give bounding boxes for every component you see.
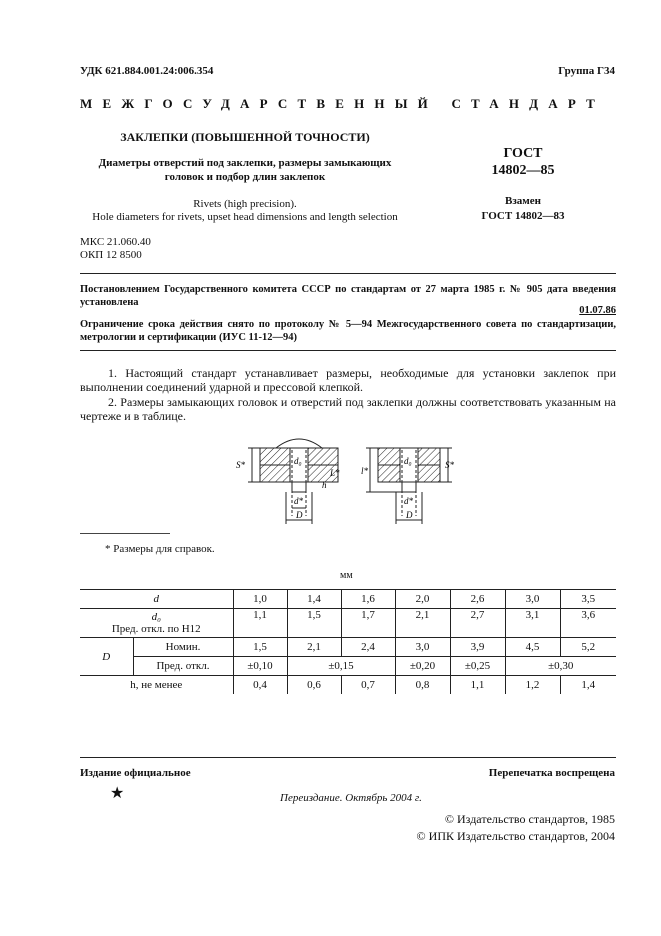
row-label-D: D	[80, 638, 133, 676]
cell-d: 1,6	[341, 590, 395, 609]
d0-tolerance-label: Пред. откл. по H12	[111, 623, 201, 635]
cell-D: 4,5	[505, 638, 560, 657]
row-label-d0	[80, 609, 233, 638]
cell-d: 3,0	[505, 590, 560, 609]
cell-h: 0,6	[287, 676, 341, 695]
reissue-note: Переиздание. Октябрь 2004 г.	[280, 792, 422, 804]
cell-h: 0,4	[233, 676, 287, 695]
rivet-drawing	[230, 428, 460, 528]
row-label-h: h, не менее	[80, 676, 233, 695]
gost-label: ГОСТ	[503, 146, 543, 161]
gost-number	[448, 145, 598, 179]
replaces-label: Взамен	[505, 195, 541, 207]
cell-tolerance: ±0,10	[233, 657, 287, 676]
english-title-line-1: Rivets (high precision).	[193, 198, 297, 210]
cell-d0: 2,7	[450, 609, 505, 638]
replaces-block	[448, 194, 598, 224]
label-h: h	[322, 480, 327, 490]
cell-d: 2,6	[450, 590, 505, 609]
english-title	[80, 198, 410, 224]
classification-codes	[80, 236, 151, 262]
units-label: мм	[340, 570, 353, 581]
label-d-right: d*	[404, 496, 413, 506]
label-l-right: l*	[361, 466, 369, 476]
cell-D: 1,5	[233, 638, 287, 657]
introduction-date: 01.07.86	[579, 305, 616, 316]
cell-D: 2,4	[341, 638, 395, 657]
cell-tolerance: ±0,20	[395, 657, 450, 676]
udk-code: УДК 621.884.001.24:006.354	[80, 65, 214, 77]
copyright-2004: © ИПК Издательство стандартов, 2004	[416, 829, 615, 843]
label-L: L*	[330, 468, 340, 478]
cell-D: 5,2	[560, 638, 616, 657]
official-edition: Издание официальное	[80, 767, 191, 779]
cell-h: 1,4	[560, 676, 616, 695]
d0-symbol: d₀	[151, 611, 161, 623]
english-title-line-2: Hole diameters for rivets, upset head dimensions and length selection	[92, 211, 398, 223]
star-icon: ★	[110, 785, 125, 802]
mks-code: МКС 21.060.40	[80, 236, 151, 248]
cell-d0: 3,1	[505, 609, 560, 638]
cell-D: 3,9	[450, 638, 505, 657]
nominal-label: Номин.	[133, 638, 233, 657]
cell-h: 0,7	[341, 676, 395, 695]
label-D-right: D	[406, 510, 413, 520]
okp-code: ОКП 12 8500	[80, 249, 142, 261]
label-s-right: S*	[445, 460, 454, 470]
cell-D: 3,0	[395, 638, 450, 657]
copyright-1985: © Издательство стандартов, 1985	[444, 812, 615, 826]
limit-removal-text: Ограничение срока действия снято по протоколу № 5—94 Межгосударственного совета по стандартизации, метрологии и сертификации (ИУС 11-12—94)	[80, 319, 616, 343]
table-row-d0	[80, 609, 616, 638]
cell-d: 2,0	[395, 590, 450, 609]
paragraph-2: 2. Размеры замыкающих головок и отверстий под заклепки должны соответствовать указанным на чертеже и в таблице.	[80, 395, 616, 423]
gost-number-value: 14802—85	[491, 163, 555, 178]
table-row-D-tolerance	[80, 657, 616, 676]
cell-tolerance: ±0,30	[505, 657, 616, 676]
cell-tolerance: ±0,25	[450, 657, 505, 676]
rivet-left-view	[236, 439, 340, 524]
cell-d: 1,0	[233, 590, 287, 609]
label-d0-right: d₀	[404, 456, 412, 466]
decree-text: Постановлением Государственного комитета СССР по стандартам от 27 марта 1985 г. № 905 дата введения установлена	[80, 284, 616, 308]
divider	[80, 350, 616, 351]
cell-h: 1,2	[505, 676, 560, 695]
dimensions-table	[80, 589, 616, 694]
cell-tolerance: ±0,15	[287, 657, 395, 676]
label-s: S*	[236, 460, 245, 470]
standard-banner: МЕЖГОСУДАРСТВЕННЫЙ СТАНДАРТ	[80, 96, 606, 111]
table-row-D-nominal	[80, 638, 616, 657]
label-D: D	[296, 510, 303, 520]
cell-d: 1,4	[287, 590, 341, 609]
label-d0: d₀	[294, 456, 302, 466]
row-label-d: d	[80, 590, 233, 609]
tolerance-label: Пред. откл.	[133, 657, 233, 676]
cell-D: 2,1	[287, 638, 341, 657]
divider	[80, 273, 616, 274]
divider	[80, 757, 616, 758]
cell-d0: 1,1	[233, 609, 287, 638]
paragraph-1: 1. Настоящий стандарт устанавливает размеры, необходимые для установки заклепок при выполнении соединений ударной и прессовой клепкой.	[80, 366, 616, 394]
cell-h: 0,8	[395, 676, 450, 695]
cell-d: 3,5	[560, 590, 616, 609]
label-d: d*	[294, 496, 303, 506]
cell-h: 1,1	[450, 676, 505, 695]
cell-d0: 1,7	[341, 609, 395, 638]
standard-title: ЗАКЛЕПКИ (ПОВЫШЕННОЙ ТОЧНОСТИ)	[120, 130, 370, 144]
footnote-divider	[80, 533, 170, 534]
standard-subtitle: Диаметры отверстий под заклепки, размеры замыкающих головок и подбор длин заклепок	[98, 157, 392, 183]
group-code: Группа Г34	[558, 65, 615, 77]
cell-d0: 1,5	[287, 609, 341, 638]
footnote: * Размеры для справок.	[105, 543, 215, 555]
reprint-prohibited: Перепечатка воспрещена	[488, 767, 615, 779]
rivet-right-view	[361, 448, 455, 524]
cell-d0: 3,6	[560, 609, 616, 638]
cell-d0: 2,1	[395, 609, 450, 638]
table-row-d	[80, 590, 616, 609]
replaces-value: ГОСТ 14802—83	[481, 210, 565, 222]
table-row-h	[80, 676, 616, 695]
